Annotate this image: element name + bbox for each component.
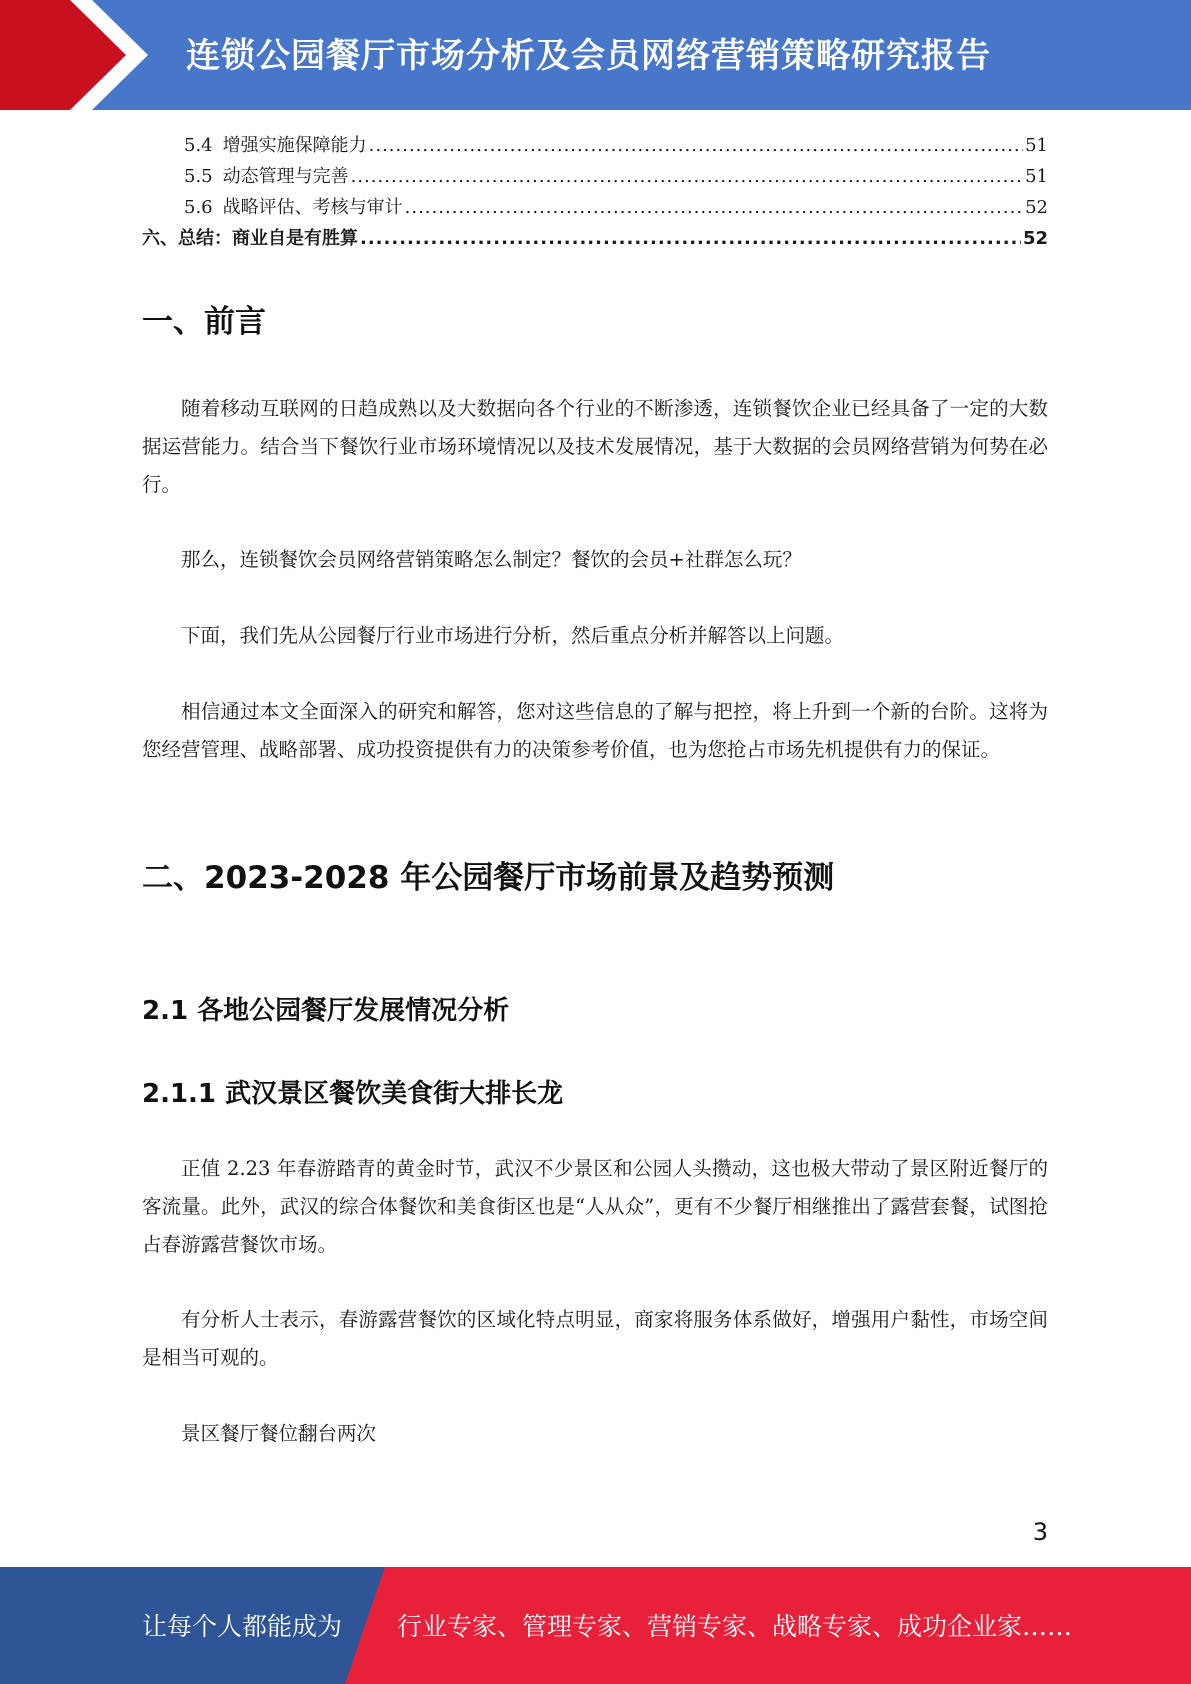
toc-entry-title: 战略评估、考核与审计 xyxy=(222,197,403,218)
toc-entry-page: 52 xyxy=(1022,228,1048,249)
toc-entry-page: 51 xyxy=(1025,135,1048,156)
paragraph: 景区餐厅餐位翻台两次 xyxy=(181,1422,377,1445)
toc-entry-title: 动态管理与完善 xyxy=(222,166,349,187)
toc-leader-dots xyxy=(351,161,1023,192)
paragraph: 有分析人士表示，春游露营餐饮的区域化特点明显，商家将服务体系做好，增强用户黏性，市场空间是相当可观的。 xyxy=(142,1308,1048,1369)
header-red-chevron xyxy=(0,0,148,110)
paragraph: 正值 2.23 年春游踏青的黄金时节，武汉不少景区和公园人头攒动，这也极大带动了景区附近餐厅的客流量。此外，武汉的综合体餐饮和美食街区也是“人从众”，更有不少餐厅相继推出了露营套餐，试图抢占春游露营餐饮市场。 xyxy=(142,1157,1048,1256)
page-footer xyxy=(0,1567,1191,1684)
toc-entry[interactable] xyxy=(142,223,1048,254)
toc-entry[interactable] xyxy=(142,192,1048,223)
subsection-heading-2-1-1: 2.1.1 武汉景区餐饮美食街大排长龙 xyxy=(142,1079,564,1109)
toc-entry-page: 51 xyxy=(1025,166,1048,187)
paragraph: 随着移动互联网的日趋成熟以及大数据向各个行业的不断渗透，连锁餐饮企业已经具备了一定的大数据运营能力。结合当下餐饮行业市场环境情况以及技术发展情况，基于大数据的会员网络营销为何势在必行。 xyxy=(142,397,1048,496)
paragraph: 相信通过本文全面深入的研究和解答，您对这些信息的了解与把控，将上升到一个新的台阶。这将为您经营管理、战略部署、成功投资提供有力的决策参考价值，也为您抢占市场先机提供有力的保证。 xyxy=(142,700,1048,761)
paragraph: 下面，我们先从公园餐厅行业市场进行分析，然后重点分析并解答以上问题。 xyxy=(181,624,845,647)
section-heading-preface: 一、前言 xyxy=(142,304,266,340)
paragraph: 那么，连锁餐饮会员网络营销策略怎么制定？餐饮的会员+社群怎么玩？ xyxy=(181,548,802,571)
toc-entry-number: 5.5 xyxy=(184,166,213,187)
toc-leader-dots xyxy=(360,223,1021,254)
footer-slogan-left: 让每个人都能成为 xyxy=(142,1612,343,1641)
toc-leader-dots xyxy=(369,130,1023,161)
footer-slogan-right: 行业专家、管理专家、营销专家、战略专家、成功企业家…… xyxy=(397,1612,1073,1641)
subsection-heading-2-1: 2.1 各地公园餐厅发展情况分析 xyxy=(142,996,510,1026)
toc-entry-page: 52 xyxy=(1025,197,1048,218)
toc-leader-dots xyxy=(405,192,1023,223)
toc-entry-number: 5.6 xyxy=(184,197,213,218)
toc-entry-number: 5.4 xyxy=(184,135,213,156)
page-number: 3 xyxy=(1032,1518,1048,1546)
toc-entry[interactable] xyxy=(142,161,1048,192)
toc-entry-number: 六、 xyxy=(142,228,178,249)
header-title: 连锁公园餐厅市场分析及会员网络营销策略研究报告 xyxy=(186,36,991,76)
section-heading-market-outlook: 二、2023-2028 年公园餐厅市场前景及趋势预测 xyxy=(142,860,835,896)
toc-entry-title: 增强实施保障能力 xyxy=(222,135,367,156)
page-header xyxy=(0,0,1191,110)
toc-entry[interactable] xyxy=(142,130,1048,161)
toc-entry-title: 总结：商业自是有胜算 xyxy=(178,228,358,249)
table-of-contents xyxy=(142,130,1048,254)
